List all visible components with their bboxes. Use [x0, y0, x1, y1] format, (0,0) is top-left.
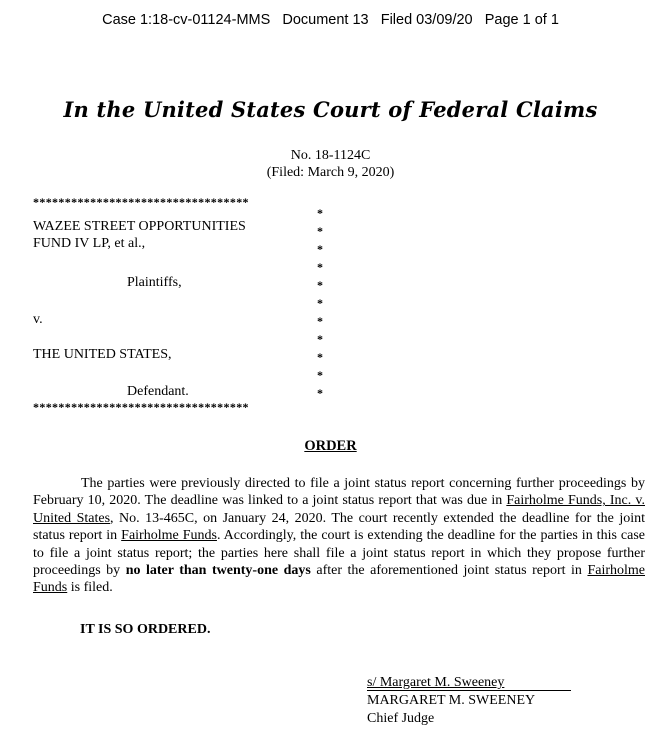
filed-date: Filed 03/09/20	[380, 12, 473, 28]
body-text-4: after the aforementioned joint status report in	[310, 563, 588, 579]
caption-bottom-border: **********************************	[33, 400, 249, 414]
body-text-1: The parties were previously directed to file a joint status report concerning further proceedings by February 10, 2020. The deadline was linked to a joint status report that was due in	[33, 476, 645, 509]
so-ordered: IT IS SO ORDERED.	[80, 622, 211, 637]
caption-divider-star: *	[317, 224, 323, 238]
case-number-header: Case 1:18-cv-01124-MMS	[102, 12, 271, 28]
document-number: Document 13	[282, 12, 369, 28]
order-body	[33, 475, 645, 597]
body-text-2: , No. 13-465C, on January 24, 2020. The court recently extended the deadline for the joint status report in	[33, 510, 645, 544]
case-citation: Fairholme Funds, Inc. v. United States	[33, 493, 645, 526]
caption-divider-star: *	[317, 206, 323, 220]
deadline-bold: no later than twenty-one days	[125, 563, 311, 579]
caption-top-border: **********************************	[33, 195, 249, 209]
plaintiff-name-line-2: FUND IV LP, et al.,	[33, 236, 146, 251]
caption-divider-star: *	[317, 314, 323, 328]
body-text-3: . Accordingly, the court is extending the deadline for the parties in this case to file a joint status report; the parties here shall file a joint status report in which they propose further proceedings by	[33, 528, 645, 579]
filed-line: (Filed: March 9, 2020)	[266, 165, 395, 180]
plaintiff-name	[33, 218, 246, 252]
defendant-name: THE UNITED STATES,	[33, 347, 172, 362]
caption-divider-star: *	[317, 260, 323, 274]
judge-name: MARGARET M. SWEENEY	[367, 693, 536, 708]
caption-divider-star: *	[317, 350, 323, 364]
caption-divider-star: *	[317, 278, 323, 292]
order-paragraph	[33, 475, 645, 597]
versus: v.	[33, 312, 43, 327]
body-text-5: is filed.	[67, 580, 113, 596]
case-number: No. 18-1124C	[290, 148, 371, 163]
court-name: In the United States Court of Federal Claims	[63, 97, 598, 122]
signature-line	[367, 690, 571, 691]
judge-title: Chief Judge	[367, 711, 435, 726]
order-title: ORDER	[304, 438, 357, 454]
caption-divider-star: *	[317, 368, 323, 382]
case-short-ref-1: Fairholme Funds	[121, 528, 217, 544]
case-short-ref-2: Fairholme Funds	[33, 563, 645, 596]
page-indicator: Page 1 of 1	[484, 12, 559, 28]
plaintiffs-label: Plaintiffs,	[127, 275, 182, 290]
electronic-signature: s/ Margaret M. Sweeney	[367, 675, 505, 690]
defendant-label: Defendant.	[127, 384, 189, 399]
caption-divider-star: *	[317, 386, 323, 400]
case-header	[0, 12, 661, 28]
caption-divider-star: *	[317, 332, 323, 346]
caption-divider-star: *	[317, 296, 323, 310]
caption-divider-star: *	[317, 242, 323, 256]
plaintiff-name-line-1: WAZEE STREET OPPORTUNITIES	[33, 219, 246, 234]
